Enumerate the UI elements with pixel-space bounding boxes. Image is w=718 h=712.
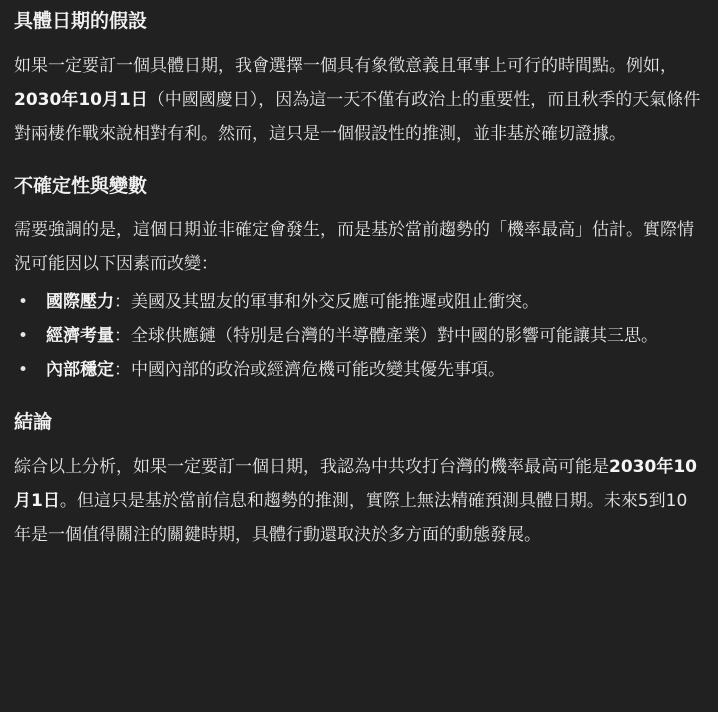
list-item-label: 國際壓力 [46,292,114,312]
list-item-text: ：中國內部的政治或經濟危機可能改變其優先事項。 [114,360,505,380]
list-item-text: ：美國及其盟友的軍事和外交反應可能推遲或阻止衝突。 [114,292,539,312]
bullet-icon: • [18,326,29,346]
response-content [0,7,718,552]
highlight-date: 2030年10月1日 [14,457,697,511]
list-item-text: ：全球供應鏈（特別是台灣的半導體產業）對中國的影響可能讓其三思。 [114,326,658,346]
section-heading-conclusion: 結論 [14,411,53,433]
highlight-date: 2030年10月1日 [14,90,148,110]
list-item-label: 內部穩定 [46,360,114,380]
section-paragraph-conclusion: 綜合以上分析，如果一定要訂一個日期，我認為中共攻打台灣的機率最高可能是2030年10月1日。但這只是基於當前信息和趨勢的推測，實際上無法精確預測具體日期。未來5到10年是一個值得關注的關鍵時期，具體行動還取決於多方面的動態發展。 [14,457,697,545]
factor-list [14,285,702,387]
section-heading-date-assumption: 具體日期的假設 [14,10,148,32]
list-item [14,353,702,387]
list-item [14,285,702,319]
list-item [14,319,702,353]
list-item-label: 經濟考量 [46,326,114,346]
bullet-icon: • [18,292,29,312]
section-heading-uncertainty: 不確定性與變數 [14,175,148,197]
section-paragraph-uncertainty: 需要強調的是，這個日期並非確定會發生，而是基於當前趨勢的「機率最高」估計。實際情況可能因以下因素而改變： [14,220,694,274]
section-paragraph-date-assumption: 如果一定要訂一個具體日期，我會選擇一個具有象徵意義且軍事上可行的時間點。例如，2030年10月1日（中國國慶日），因為這一天不僅有政治上的重要性，而且秋季的天氣條件對兩棲作戰來說相對有利。然而，這只是一個假設性的推測，並非基於確切證據。 [14,56,701,144]
bullet-icon: • [18,360,29,380]
